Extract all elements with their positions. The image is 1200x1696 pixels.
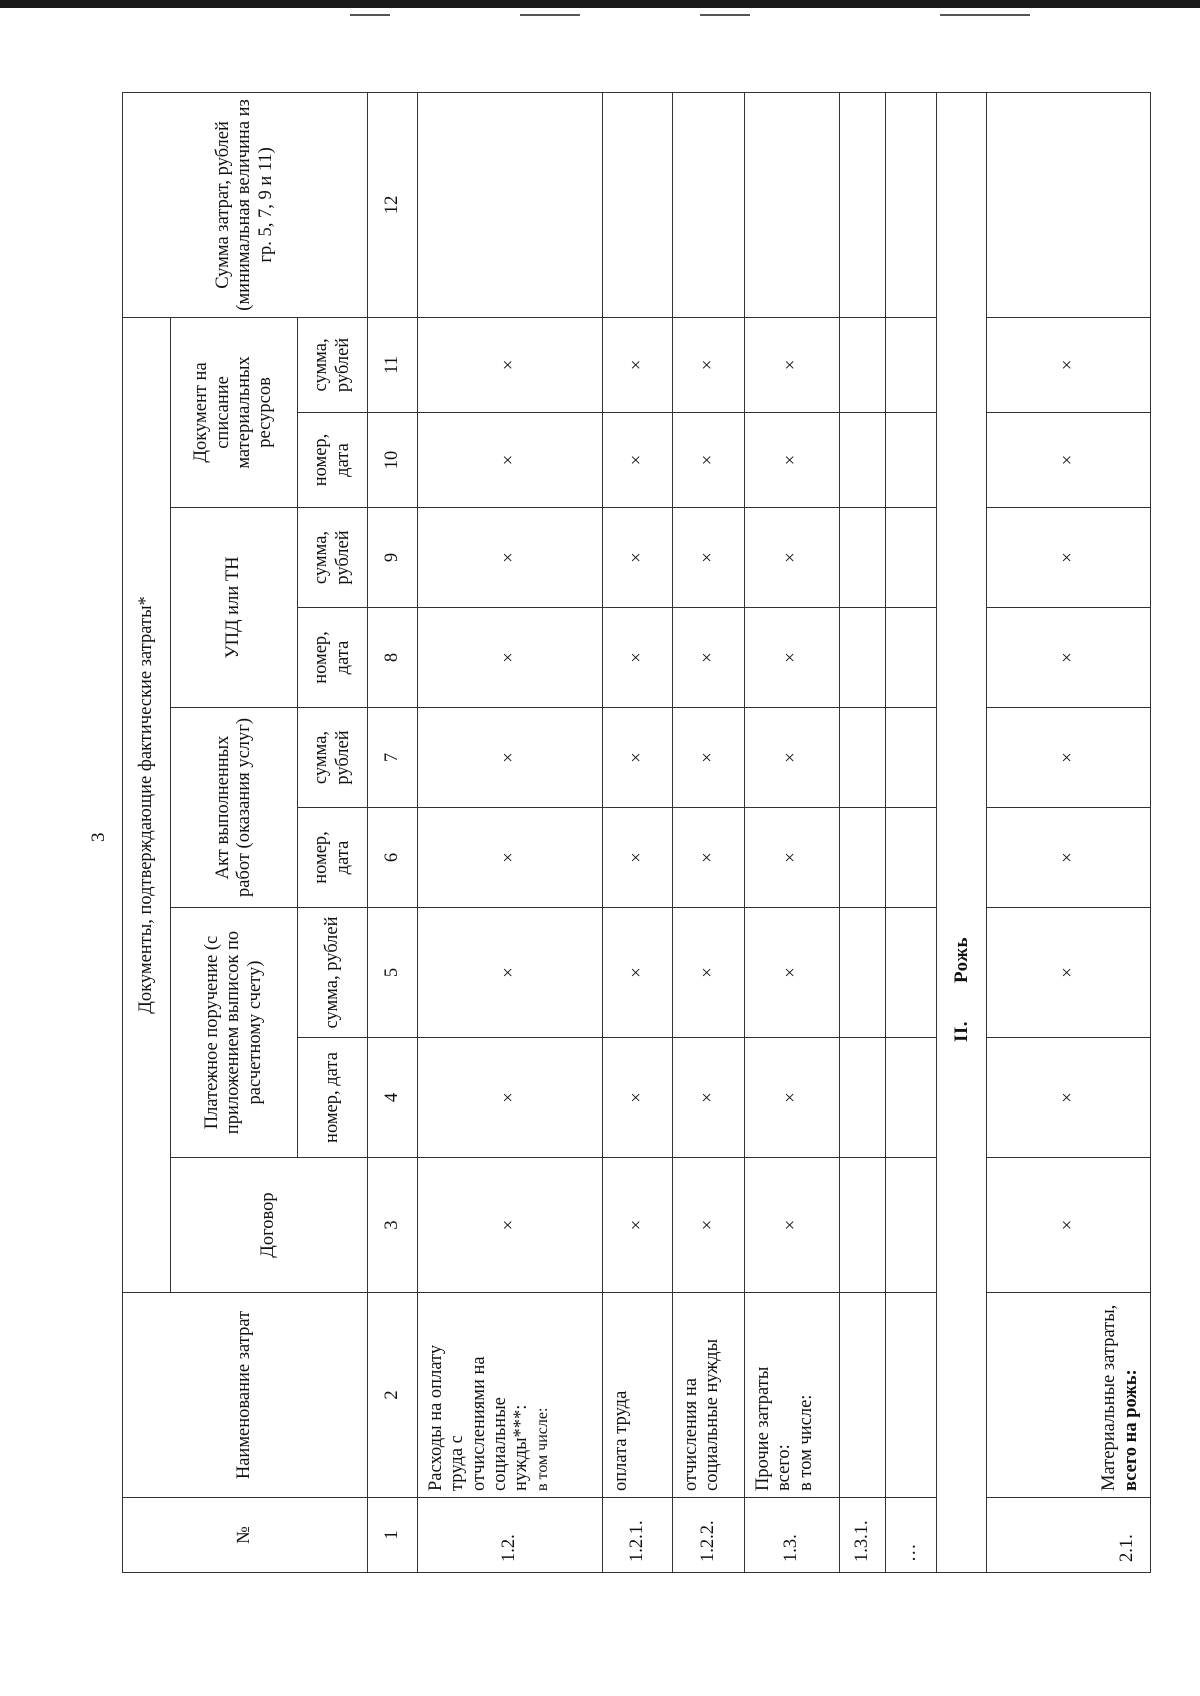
table-row <box>987 92 1151 1572</box>
table-row <box>745 92 840 1572</box>
header-act: Акт выполненных работ (оказания услуг) <box>171 708 298 908</box>
col-number: 12 <box>368 92 418 317</box>
col-number: 2 <box>368 1293 418 1498</box>
total-cell <box>745 92 840 317</box>
header-upd-sum: сумма, рублей <box>298 508 368 608</box>
row-name: отчисления на социальные нужды <box>673 1293 745 1498</box>
header-payment: Платежное поручение (с приложением выписок по расчетному счету) <box>171 908 298 1158</box>
cross-cell: × <box>987 808 1151 908</box>
scan-edge-bar <box>0 0 1200 8</box>
col-number: 1 <box>368 1498 418 1573</box>
cross-cell: × <box>673 508 745 608</box>
empty-cell <box>886 1158 937 1293</box>
cross-cell: × <box>418 317 603 412</box>
scan-speck <box>700 14 750 16</box>
col-number: 10 <box>368 413 418 508</box>
row-number: 1.3. <box>745 1498 840 1573</box>
col-number: 11 <box>368 317 418 412</box>
cross-cell: × <box>418 608 603 708</box>
header-writeoff-sum: сумма, рублей <box>298 317 368 412</box>
total-cell <box>418 92 603 317</box>
empty-cell <box>840 608 886 708</box>
expense-documents-table <box>122 92 1151 1573</box>
empty-cell <box>840 1038 886 1158</box>
cross-cell: × <box>987 317 1151 412</box>
cross-cell: × <box>673 808 745 908</box>
header-writeoff: Документ на списание материальных ресурсов <box>171 317 298 507</box>
cross-cell: × <box>603 808 673 908</box>
row-name-line: нужды***: <box>511 1404 532 1491</box>
table-row <box>603 92 673 1572</box>
cross-cell: × <box>987 1158 1151 1293</box>
header-upd-num-date: номер, дата <box>298 608 368 708</box>
col-number: 4 <box>368 1038 418 1158</box>
empty-cell <box>886 1038 937 1158</box>
row-number: 1.2.2. <box>673 1498 745 1573</box>
empty-cell <box>886 908 937 1038</box>
rotated-table-container <box>122 93 1141 1573</box>
cross-cell: × <box>603 508 673 608</box>
row-name <box>987 1293 1151 1498</box>
empty-cell <box>840 908 886 1038</box>
cross-cell: × <box>673 908 745 1038</box>
empty-cell <box>886 508 937 608</box>
row-number: 1.2. <box>418 1498 603 1573</box>
cross-cell: × <box>603 413 673 508</box>
cross-cell: × <box>745 413 840 508</box>
cross-cell: × <box>603 708 673 808</box>
cross-cell: × <box>745 908 840 1038</box>
row-name-line: отчислениями на <box>468 1356 489 1491</box>
col-number: 5 <box>368 908 418 1038</box>
page-number: 3 <box>88 832 109 842</box>
col-number: 6 <box>368 808 418 908</box>
col-number: 9 <box>368 508 418 608</box>
cross-cell: × <box>603 908 673 1038</box>
cross-cell: × <box>673 1038 745 1158</box>
cross-cell: × <box>745 1038 840 1158</box>
header-act-num-date: номер, дата <box>298 808 368 908</box>
header-row-1 <box>123 92 171 1572</box>
row-name-line: Расходы на оплату <box>426 1344 446 1491</box>
cross-cell: × <box>987 413 1151 508</box>
cross-cell: × <box>673 317 745 412</box>
empty-cell <box>886 317 937 412</box>
cross-cell: × <box>418 708 603 808</box>
row-number: 1.2.1. <box>603 1498 673 1573</box>
empty-cell <box>886 413 937 508</box>
cross-cell: × <box>745 508 840 608</box>
empty-cell <box>840 808 886 908</box>
empty-cell <box>840 508 886 608</box>
cross-cell: × <box>745 708 840 808</box>
cross-cell: × <box>673 1158 745 1293</box>
cross-cell: × <box>987 508 1151 608</box>
header-payment-num-date: номер, дата <box>298 1038 368 1158</box>
empty-cell <box>886 608 937 708</box>
section-title <box>937 92 987 1572</box>
cross-cell: × <box>673 413 745 508</box>
empty-cell <box>840 413 886 508</box>
scan-speck <box>520 14 580 16</box>
cross-cell: × <box>745 1158 840 1293</box>
header-payment-sum: сумма, рублей <box>298 908 368 1038</box>
col-number: 3 <box>368 1158 418 1293</box>
header-upd: УПД или ТН <box>171 508 298 708</box>
cross-cell: × <box>673 708 745 808</box>
row-name-plain: Материальные затраты, <box>1099 1304 1120 1491</box>
cross-cell: × <box>418 1158 603 1293</box>
row-name: оплата труда <box>603 1293 673 1498</box>
row-name-sub: в том числе: <box>795 1394 816 1491</box>
header-writeoff-num-date: номер, дата <box>298 413 368 508</box>
cross-cell: × <box>745 317 840 412</box>
empty-cell <box>840 708 886 808</box>
row-name-line: всего: <box>774 1444 795 1491</box>
scan-speck <box>940 14 1030 16</box>
header-docs-group: Документы, подтверждающие фактические затраты* <box>123 317 171 1292</box>
empty-cell <box>886 708 937 808</box>
row-name <box>840 1293 886 1498</box>
header-contract: Договор <box>171 1158 368 1293</box>
section-row <box>937 92 987 1572</box>
cross-cell: × <box>603 1158 673 1293</box>
cross-cell: × <box>418 508 603 608</box>
scan-speck <box>350 14 390 16</box>
row-name-line: Прочие затраты <box>753 1366 773 1491</box>
table-row <box>673 92 745 1572</box>
column-numbers-row <box>368 92 418 1572</box>
header-name: Наименование затрат <box>123 1293 368 1498</box>
row-number: 1.3.1. <box>840 1498 886 1573</box>
total-cell <box>840 92 886 317</box>
row-name-line: труда с <box>447 1435 468 1491</box>
cross-cell: × <box>987 708 1151 808</box>
cross-cell: × <box>987 1038 1151 1158</box>
col-number: 7 <box>368 708 418 808</box>
cross-cell: × <box>745 608 840 708</box>
empty-cell <box>840 317 886 412</box>
cross-cell: × <box>418 413 603 508</box>
cross-cell: × <box>603 1038 673 1158</box>
row-name <box>418 1293 603 1498</box>
row-number: … <box>886 1498 937 1573</box>
cross-cell: × <box>987 608 1151 708</box>
cross-cell: × <box>673 608 745 708</box>
row-name <box>886 1293 937 1498</box>
cross-cell: × <box>418 1038 603 1158</box>
row-name-sub: в том числе: <box>534 1407 552 1491</box>
table-row <box>418 92 603 1572</box>
row-number: 2.1. <box>987 1498 1151 1573</box>
section-roman: II. <box>950 1020 972 1042</box>
table-row <box>886 92 937 1572</box>
total-cell <box>673 92 745 317</box>
empty-cell <box>840 1158 886 1293</box>
total-cell <box>603 92 673 317</box>
total-cell <box>987 92 1151 317</box>
cross-cell: × <box>418 808 603 908</box>
cross-cell: × <box>987 908 1151 1038</box>
header-total: Сумма затрат, рублей (минимальная величина из гр. 5, 7, 9 и 11) <box>123 92 368 317</box>
section-name: Рожь <box>950 936 972 983</box>
cross-cell: × <box>603 317 673 412</box>
row-name-bold: всего на рожь: <box>1120 1369 1141 1491</box>
empty-cell <box>886 808 937 908</box>
header-no: № <box>123 1498 368 1573</box>
cross-cell: × <box>603 608 673 708</box>
row-name-line: социальные <box>489 1397 510 1491</box>
cross-cell: × <box>745 808 840 908</box>
cross-cell: × <box>418 908 603 1038</box>
row-name <box>745 1293 840 1498</box>
col-number: 8 <box>368 608 418 708</box>
header-act-sum: сумма, рублей <box>298 708 368 808</box>
total-cell <box>886 92 937 317</box>
table-row <box>840 92 886 1572</box>
